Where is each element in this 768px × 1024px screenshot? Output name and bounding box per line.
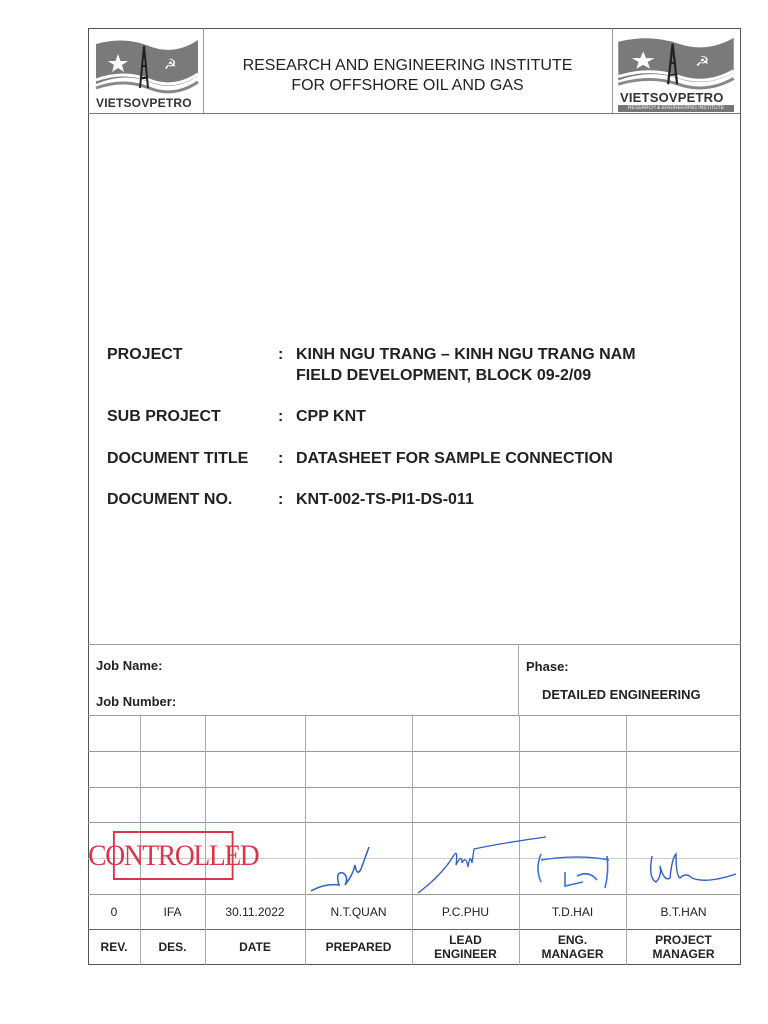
phase-value: DETAILED ENGINEERING [542,687,701,702]
header-line: LEAD [449,933,482,947]
header-line: MANAGER [541,947,604,961]
date-value: 30.11.2022 [225,904,285,919]
phase-label: Phase: [526,659,569,674]
controlled-stamp: CONTROLLED [113,831,234,880]
eng-manager-header [519,929,626,965]
sub-project-value: CPP KNT [296,408,366,425]
row-line [88,751,741,752]
project-manager-header [626,929,741,965]
document-title-label: DOCUMENT TITLE [107,450,249,467]
signature-prepared [305,835,415,897]
signature-eng-manager [519,848,629,898]
sub-project-label: SUB PROJECT [107,408,221,425]
sub-project-sep: : [278,408,284,425]
document-title-value: DATASHEET FOR SAMPLE CONNECTION [296,450,613,467]
header-divider [203,28,204,113]
document-no-value: KNT-002-TS-PI1-DS-011 [296,491,474,508]
title-line-2: FOR OFFSHORE OIL AND GAS [291,77,524,94]
section-divider [88,644,741,645]
prepared-value: N.T.QUAN [330,904,387,919]
project-value: KINH NGU TRANG – KINH NGU TRANG NAM [296,346,636,363]
row-line [88,787,741,788]
title-line-1: RESEARCH AND ENGINEERING INSTITUTE [242,57,573,74]
document-no-sep: : [278,491,284,508]
header-divider [612,28,613,113]
header-divider [88,113,741,114]
job-divider [518,644,519,715]
des-header: DES. [158,940,187,954]
header-line: ENG. [557,933,588,947]
project-sep: : [278,346,284,363]
header-line: ENGINEER [434,947,497,961]
rev-value: 0 [110,904,118,919]
prepared-header: PREPARED [325,940,392,954]
row-line [88,715,741,716]
job-number-label: Job Number: [96,694,177,709]
logo-subtext: RESEARCH & ENGINEERING INSTITUTE [618,105,734,112]
eng-manager-value: T.D.HAI [551,904,594,919]
document-no-label: DOCUMENT NO. [107,491,233,508]
lead-engineer-header [412,929,519,965]
header-line: PROJECT [655,933,712,947]
svg-text:☭: ☭ [695,54,710,70]
rev-header: REV. [100,940,128,954]
date-header: DATE [239,940,271,954]
row-line [88,822,741,823]
job-name-label: Job Name: [96,658,163,673]
vietsovpetro-logo-right [616,34,736,112]
signature-project-manager [626,848,742,898]
logo-text: VIETSOVPETRO [96,96,192,110]
svg-text:☭: ☭ [164,56,177,72]
des-value: IFA [163,904,182,919]
project-label: PROJECT [107,346,183,363]
header-line: MANAGER [652,947,715,961]
vietsovpetro-logo-left [94,36,200,110]
project-value-line2: FIELD DEVELOPMENT, BLOCK 09-2/09 [296,367,592,384]
flag-icon [616,34,736,92]
flag-icon [94,36,200,96]
lead-engineer-value: P.C.PHU [441,904,490,919]
logo-text: VIETSOVPETRO [620,90,724,105]
project-manager-value: B.T.HAN [660,904,707,919]
document-title-sep: : [278,450,284,467]
institute-title [205,56,610,96]
